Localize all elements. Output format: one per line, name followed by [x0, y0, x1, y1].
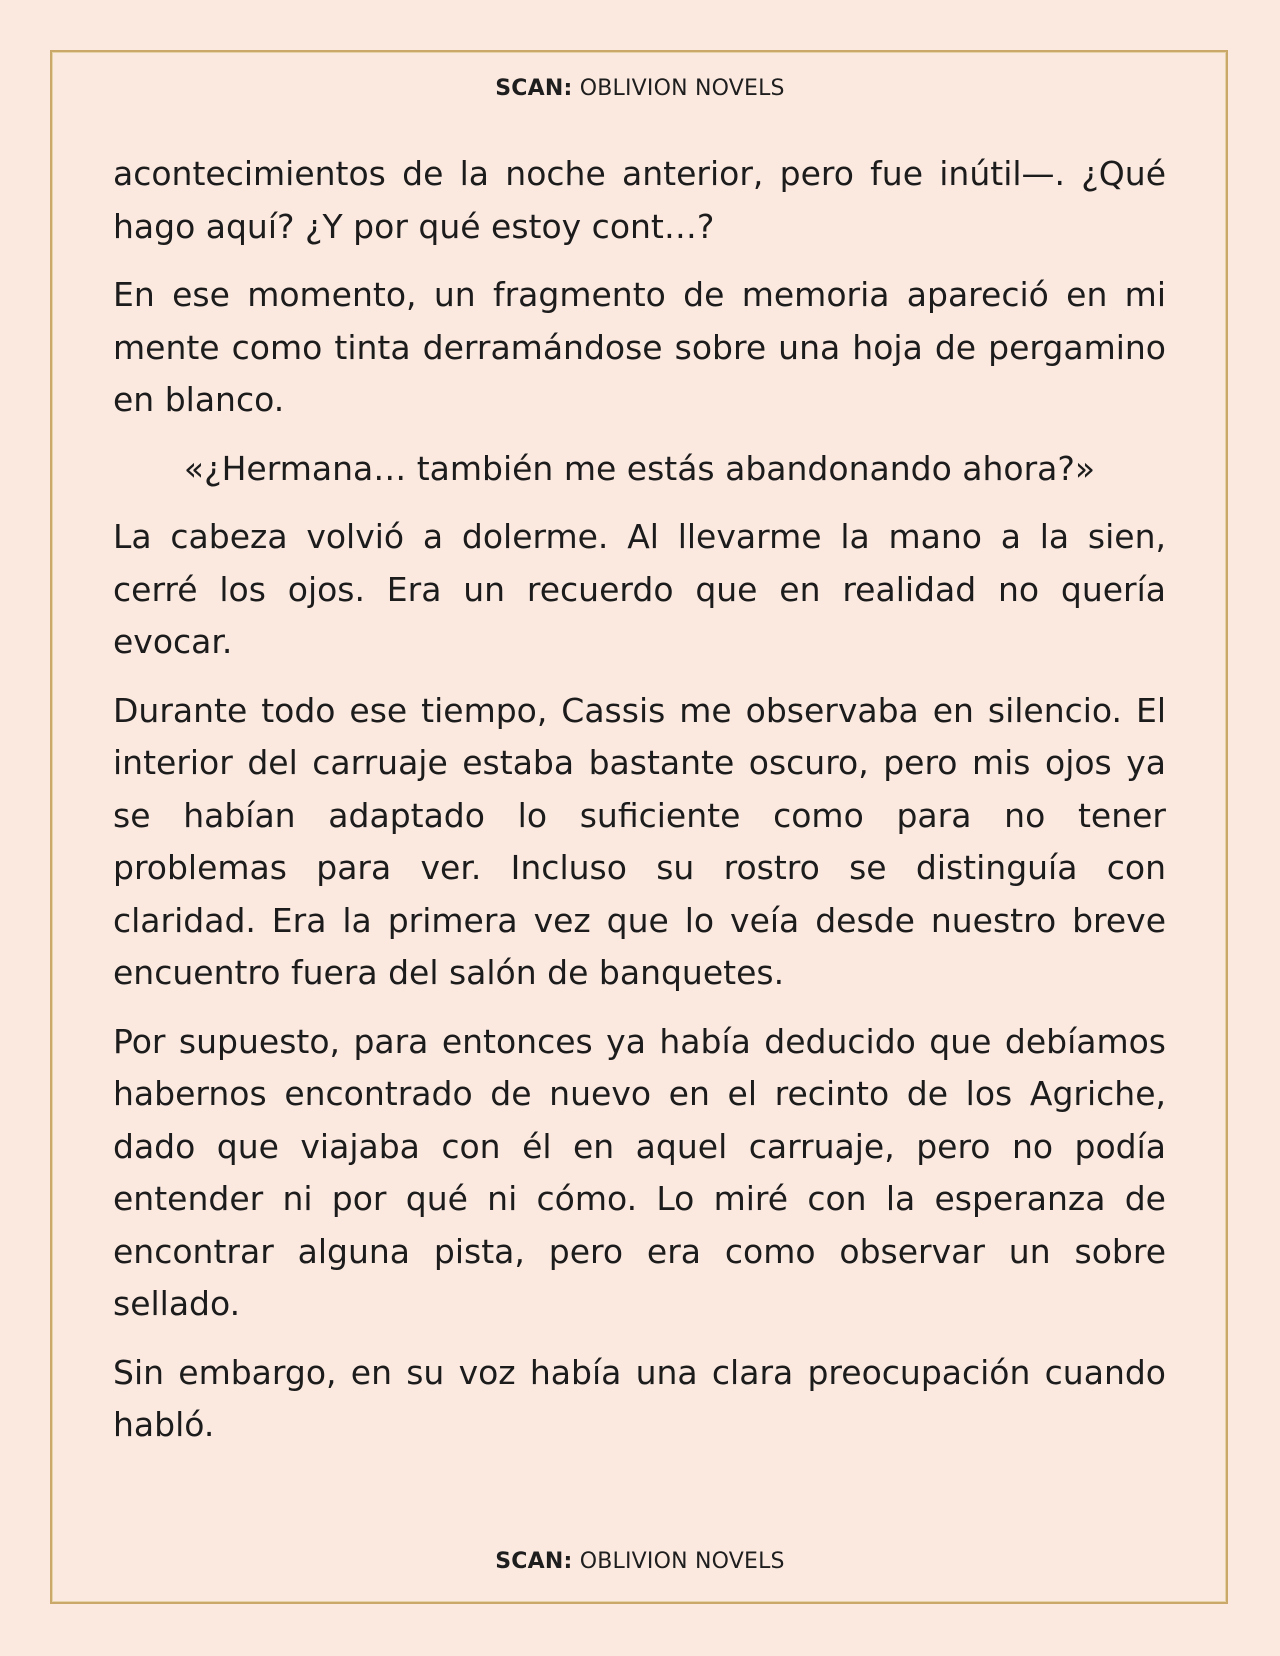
paragraph-4: Durante todo ese tiempo, Cassis me observaba en silencio. El interior del carruaje estaba bastante oscuro, pero mis ojos ya se habían adaptado lo suficiente como para no tener problemas para ver. Incluso su rostro se distinguía con claridad. Era la primera vez que lo veía desde nuestro breve encuentro fuera del salón de banquetes.: [113, 690, 1166, 992]
paragraph-1: acontecimientos de la noche anterior, pero fue inútil—. ¿Qué hago aquí? ¿Y por qué estoy cont…?: [113, 154, 1166, 246]
paragraph-3: La cabeza volvió a dolerme. Al llevarme la mano a la sien, cerré los ojos. Era un recuerdo que en realidad no quería evocar.: [113, 517, 1166, 661]
header-scan-label: SCAN:: [495, 76, 573, 101]
footer-scan-group: OBLIVION NOVELS: [579, 1549, 785, 1574]
page-body: [113, 148, 1166, 1468]
paragraph-2: En ese momento, un fragmento de memoria apareció en mi mente como tinta derramándose sobre una hoja de pergamino en blanco.: [113, 275, 1166, 419]
paragraph-5: Por supuesto, para entonces ya había deducido que debíamos habernos encontrado de nuevo en el recinto de los Agriche, dado que viajaba con él en aquel carruaje, pero no podía entender ni por qué ni cómo. Lo miré con la esperanza de encontrar alguna pista, pero era como observar un sobre sellado.: [113, 1021, 1166, 1323]
header-scan-group: OBLIVION NOVELS: [579, 76, 785, 101]
paragraph-6: Sin embargo, en su voz había una clara preocupación cuando habló.: [113, 1352, 1166, 1444]
page-header: [0, 76, 1280, 101]
footer-scan-label: SCAN:: [495, 1549, 573, 1574]
page-footer: [0, 1549, 1280, 1574]
quote-line: «¿Hermana… también me estás abandonando ahora?»: [183, 448, 1096, 488]
